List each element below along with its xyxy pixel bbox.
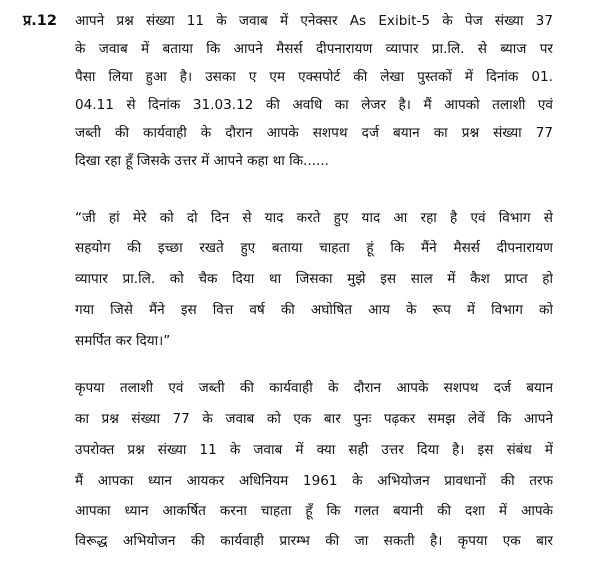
quote-line-5: समर्पित कर दिया।”: [75, 333, 171, 349]
quote-line-2: सहयोग की इच्छा रखते हुए बताया चाहता हूं कि मैंने मैसर्स दीपनारायण: [75, 240, 553, 256]
quote-line-4: गया जिसे मैंने इस वित्त वर्ष की अघोषित आय के रूप में विभाग को: [75, 302, 553, 318]
para1-line-2: के जवाब में बताया कि आपने मैसर्स दीपनारायण व्यापार प्रा.लि. से ब्याज पर: [75, 41, 553, 57]
para3-line-6: विरूद्ध अभियोजन की कार्यवाही प्रारम्भ की जा सकती है। कृपया एक बार: [75, 533, 553, 549]
para1-line-3: पैसा लिया हुआ है। उसका ए एम एक्सपोर्ट की लेखा पुस्तकों में दिनांक 01.: [75, 69, 553, 85]
para1-line-6: दिखा रहा हूँ जिसके उत्तर में आपने कहा था कि......: [75, 153, 329, 169]
para3-line-5: आपका ध्यान आकर्षित करना चाहता हूँ कि गलत बयानी की दशा में आपके: [75, 503, 553, 519]
para1-line-1: आपने प्रश्न संख्या 11 के जवाब में एनेक्सर As Exibit-5 के पेज संख्या 37: [75, 13, 553, 29]
para1-line-4: 04.11 से दिनांक 31.03.12 की अवधि का लेजर है। मैं आपको तलाशी एवं: [75, 97, 553, 113]
para3-line-3: उपरोक्त प्रश्न संख्या 11 के जवाब में क्या सही उत्तर दिया है। इस संबंध में: [75, 442, 553, 458]
question-number: प्र.12: [23, 13, 57, 29]
para1-line-5: जब्ती की कार्यवाही के दौरान आपके सशपथ दर्ज बयान का प्रश्न संख्या 77: [75, 125, 553, 141]
para3-line-1: कृपया तलाशी एवं जब्ती की कार्यवाही के दौरान आपके सशपथ दर्ज बयान: [75, 380, 553, 396]
quote-line-3: व्यापार प्रा.लि. को चैक दिया था जिसका मुझे इस साल में कैश प्राप्त हो: [75, 271, 553, 287]
para3-line-4: मैं आपका ध्यान आयकर अधिनियम 1961 के अभियोजन प्रावधानों की तरफ: [75, 473, 553, 489]
quote-line-1: “जी हां मेरे को दो दिन से याद करते हुए याद आ रहा है एवं विभाग से: [75, 210, 553, 226]
para3-line-2: का प्रश्न संख्या 77 के जवाब को एक बार पुनः पढ़कर समझ लेवें कि आपने: [75, 411, 553, 427]
